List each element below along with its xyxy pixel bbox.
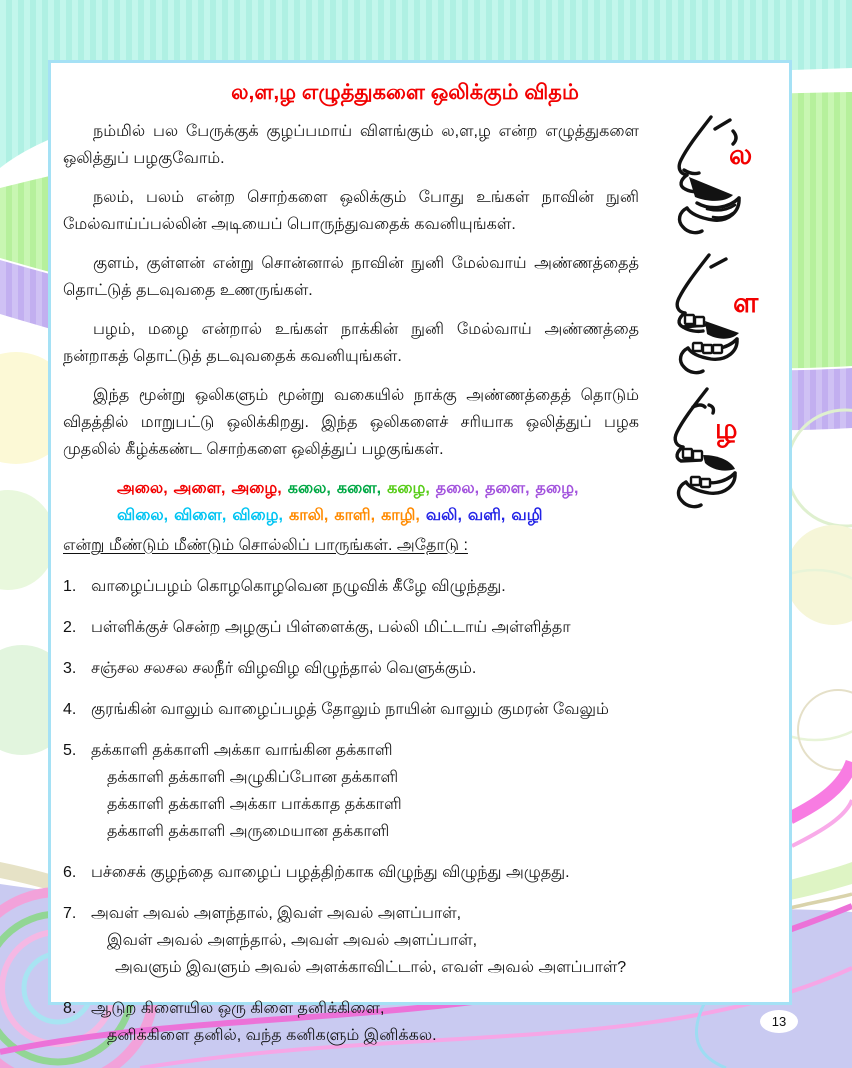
figure-label-lla: ள: [733, 287, 759, 318]
practice-word: களை,: [336, 480, 382, 497]
list-item: [63, 655, 777, 682]
list-item-line: தக்காளி தக்காளி அருமையான தக்காளி: [107, 823, 390, 840]
mouth-profile-la-icon: [653, 113, 757, 245]
practice-word: விலை,: [117, 507, 169, 524]
list-item-line: 7. அவள் அவல் அளந்தால், இவள் அவல் அளப்பாள்,: [63, 900, 777, 927]
list-item-line: அவளும் இவளும் அவல் அளக்காவிட்டால், எவள் அவல் அளப்பாள்?: [115, 959, 627, 976]
list-item: [63, 737, 777, 845]
page-number: 13: [771, 1014, 787, 1029]
practice-word: வலி,: [425, 507, 462, 524]
intro-paragraph: குளம், குள்ளன் என்று சொன்னால் நாவின் நுனி மேல்வாய் அண்ணத்தைத் தொட்டுத் தடவுவதை உணருங்கள்.: [63, 255, 639, 299]
mouth-profile-zha-icon: [653, 385, 757, 517]
intro-paragraph: இந்த மூன்று ஒலிகளும் மூன்று வகையில் நாக்கு அண்ணத்தைத் தொடும் விதத்தில் மாறுபட்டு ஒலிக்கிறது. இந்த ஒலிகளைச் சரியாக ஒலித்துப் பழக முதலில் கீழ்க்கண்ட சொற்களை ஒலித்துப் பழகுங்கள்.: [63, 387, 639, 458]
closing-line: என்று மீண்டும் மீண்டும் சொல்லிப் பாருங்கள். அதோடு :: [63, 537, 468, 554]
practice-word: விழை,: [232, 507, 283, 524]
mouth-diagram-zha: [653, 385, 785, 521]
page-number-badge: [760, 1010, 798, 1033]
intro-paragraph: நலம், பலம் என்ற சொற்களை ஒலிக்கும் போது உங்கள் நாவின் நுனி மேல்வாய்ப்பல்லின் அடியைப் பொருந்துவதைக் கவனியுங்கள்.: [63, 189, 639, 233]
list-item-line: 3. சஞ்சல சலசல சலநீர் விழவிழ விழுந்தால் வெளுக்கும்.: [63, 655, 777, 682]
list-item-line: தக்காளி தக்காளி அழுகிப்போன தக்காளி: [107, 769, 399, 786]
list-item: [63, 573, 777, 600]
figure-label-zha: ழ: [715, 413, 738, 444]
list-item: [63, 614, 777, 641]
list-item: [63, 859, 777, 886]
list-item-line: தக்காளி தக்காளி அக்கா பாக்காத தக்காளி: [107, 796, 402, 813]
list-item-number: 6.: [63, 864, 77, 881]
practice-word: கழை,: [387, 480, 430, 497]
list-item-line: 2. பள்ளிக்குச் சென்ற அழகுப் பிள்ளைக்கு, பல்லி மிட்டாய் அள்ளித்தா: [63, 614, 777, 641]
practice-word: தழை,: [535, 480, 579, 497]
list-item: [63, 995, 777, 1049]
list-item-line: இவள் அவல் அளந்தால், அவள் அவல் அளப்பாள்,: [107, 932, 478, 949]
practice-word: அலை,: [117, 480, 168, 497]
list-item-line: 6. பச்சைக் குழந்தை வாழைப் பழத்திற்காக விழுந்து விழுந்து அழுதது.: [63, 859, 777, 886]
figure-label-la: ல: [729, 139, 753, 170]
practice-word: விளை,: [174, 507, 227, 524]
list-item-number: 1.: [63, 578, 77, 595]
practice-word: தளை,: [485, 480, 530, 497]
practice-word: வழி: [511, 507, 543, 524]
mouth-diagram-lla: [653, 249, 785, 385]
practice-word: அழை,: [231, 480, 282, 497]
mouth-diagrams: [653, 113, 785, 521]
practice-word: காளி,: [334, 507, 376, 524]
tongue-twister-list: [63, 573, 777, 1049]
list-item-line: 1. வாழைப்பழம் கொழகொழவென நழுவிக் கீழே விழுந்தது.: [63, 573, 777, 600]
list-item-number: 3.: [63, 660, 77, 677]
intro-paragraph: பழம், மழை என்றால் உங்கள் நாக்கின் நுனி மேல்வாய் அண்ணத்தை நன்றாகத் தொட்டுத் தடவுவதைக் கவனியுங்கள்.: [63, 321, 639, 365]
practice-word: அளை,: [173, 480, 226, 497]
list-item-line: 4. குரங்கின் வாலும் வாழைப்பழத் தோலும் நாயின் வாலும் குமரன் வேலும்: [63, 696, 777, 723]
practice-word: கலை,: [287, 480, 331, 497]
list-item-number: 7.: [63, 905, 77, 922]
intro-paragraph: நம்மில் பல பேருக்குக் குழப்பமாய் விளங்கும் ல,ள,ழ என்ற எழுத்துகளை ஒலித்துப் பழகுவோம்.: [63, 123, 639, 167]
practice-word: காழி,: [381, 507, 420, 524]
mouth-diagram-la: [653, 113, 785, 249]
list-item-line: 5. தக்காளி தக்காளி அக்கா வாங்கின தக்காளி: [63, 737, 777, 764]
practice-word: காலி,: [288, 507, 329, 524]
list-item: [63, 900, 777, 981]
list-item-line: 8. ஆடுற கிளையில ஒரு கிளை தனிக்கிளை,: [63, 995, 777, 1022]
list-item-line: தனிக்கிளை தனில், வந்த கனிகளும் இனிக்கல.: [107, 1027, 437, 1044]
practice-word: தலை,: [435, 480, 480, 497]
page-title: ல,ள,ழ எழுத்துகளை ஒலிக்கும் விதம்: [231, 81, 579, 104]
list-item-number: 5.: [63, 742, 77, 759]
list-item-number: 4.: [63, 701, 77, 718]
list-item-number: 2.: [63, 619, 77, 636]
list-item: [63, 696, 777, 723]
practice-word: வளி,: [467, 507, 506, 524]
list-item-number: 8.: [63, 1000, 77, 1017]
